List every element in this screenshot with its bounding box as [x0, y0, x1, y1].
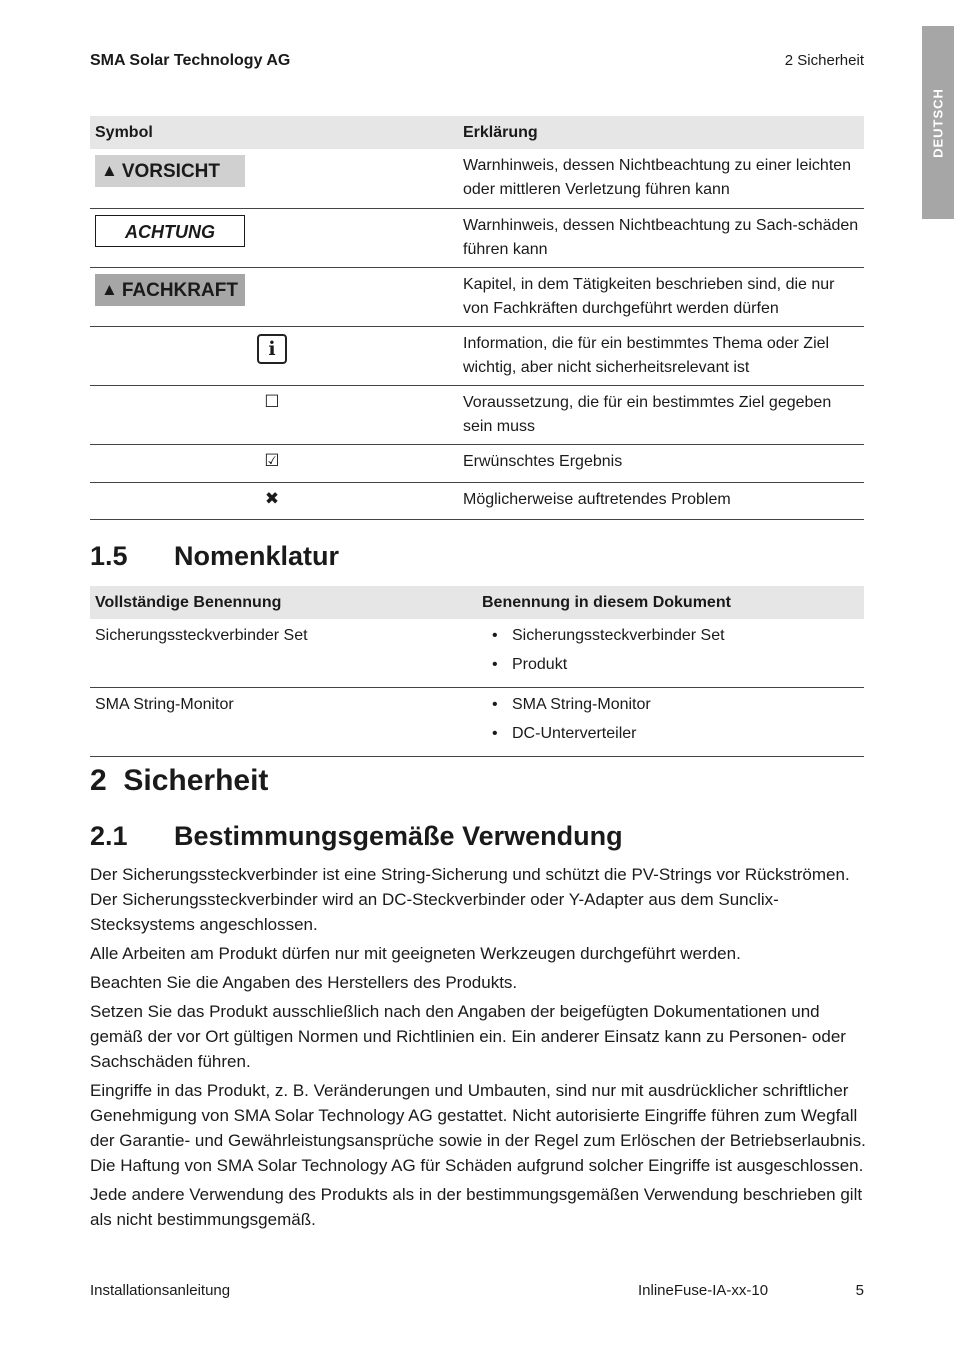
side-tab-label: DEUTSCH — [930, 87, 946, 158]
footer-doc-code: InlineFuse-IA-xx-10 — [638, 1282, 769, 1299]
col-explanation-header: Erklärung — [454, 116, 864, 149]
paragraph: Setzen Sie das Produkt ausschließlich nach den Angaben der beigefügten Dokumentationen und gemäß der vor Ort gültigen Normen und Richtlinien ein. Ein anderer Einsatz kann zu Personen- oder Sachschäden führen. — [90, 1002, 846, 1071]
symbol-cell — [90, 444, 454, 482]
table-row — [90, 619, 864, 688]
vorsicht-badge — [95, 155, 245, 187]
list-item: • SMA String-Monitor — [482, 693, 859, 717]
warning-triangle-icon: ▲ — [101, 279, 118, 299]
paragraph: Beachten Sie die Angaben des Herstellers des Produkts. — [90, 973, 518, 992]
symbol-cell — [90, 385, 454, 444]
table-row — [90, 688, 864, 757]
list-item: • Produkt — [482, 653, 859, 677]
vorsicht-label: VORSICHT — [121, 161, 221, 182]
symbol-table — [90, 116, 864, 520]
table-row — [90, 149, 864, 208]
fachkraft-badge — [95, 274, 245, 306]
doc-name-list — [482, 693, 859, 746]
explanation-cell: Information, die für ein bestimmtes Thema oder Ziel wichtig, aber nicht sicherheitsrelevant ist — [454, 326, 864, 385]
explanation-cell: Warnhinweis, dessen Nichtbeachtung zu Sach-schäden führen kann — [454, 208, 864, 267]
explanation-cell: Kapitel, in dem Tätigkeiten beschrieben sind, die nur von Fachkräften durchgeführt werden dürfen — [454, 267, 864, 326]
checked-checkbox-icon: ☑ — [264, 450, 280, 470]
table-row — [90, 444, 864, 482]
table-row — [90, 482, 864, 519]
achtung-badge — [95, 215, 245, 247]
section-number: 1.5 — [90, 541, 128, 571]
paragraph: Eingriffe in das Produkt, z. B. Veränderungen und Umbauten, sind nur mit ausdrücklicher schriftlicher Genehmigung von SMA Solar Technology AG gestattet. Nicht autorisierte Eingriffe führen zum Wegfall der Garantie- und Gewährleistungsansprüche sowie in der Regel zum Erlöschen der Betriebserlaubnis. Die Haftung von SMA Solar Technology AG für Schäden aufgrund solcher Eingriffe ist ausgeschlossen. — [90, 1081, 866, 1175]
explanation-cell: Warnhinweis, dessen Nichtbeachtung zu einer leichten oder mittleren Verletzung führen kann — [454, 149, 864, 208]
full-name-cell: Sicherungssteckverbinder Set — [90, 619, 477, 688]
explanation-cell: Erwünschtes Ergebnis — [454, 444, 864, 482]
doc-name-cell — [477, 619, 864, 688]
nomenclature-table-header — [90, 586, 864, 619]
section-heading-1-5 — [90, 541, 339, 572]
col-full-header: Vollständige Benennung — [90, 586, 477, 619]
table-row — [90, 267, 864, 326]
empty-checkbox-icon: ☐ — [264, 391, 280, 411]
language-side-tab — [922, 26, 954, 219]
fachkraft-label: FACHKRAFT — [121, 279, 238, 301]
explanation-cell: Voraussetzung, die für ein bestimmtes Ziel gegeben sein muss — [454, 385, 864, 444]
col-symbol-header: Symbol — [90, 116, 454, 149]
paragraph: Alle Arbeiten am Produkt dürfen nur mit geeigneten Werkzeugen durchgeführt werden. — [90, 944, 741, 963]
header-company: SMA Solar Technology AG — [90, 52, 291, 69]
footer-doc-type: Installationsanleitung — [90, 1282, 231, 1299]
table-row — [90, 208, 864, 267]
symbol-cell — [90, 208, 454, 267]
col-doc-header: Benennung in diesem Dokument — [477, 586, 864, 619]
symbol-cell — [90, 326, 454, 385]
footer-page-number: 5 — [855, 1282, 864, 1299]
symbol-table-header — [90, 116, 864, 149]
info-icon: i — [257, 334, 287, 364]
warning-triangle-icon: ▲ — [101, 161, 118, 180]
list-item: • DC-Unterverteiler — [482, 722, 859, 746]
section-body — [90, 862, 866, 1236]
nomenclature-table — [90, 586, 864, 757]
section-number: 2.1 — [90, 821, 128, 851]
achtung-label: ACHTUNG — [125, 221, 215, 242]
cross-icon: ✖ — [264, 488, 280, 508]
explanation-cell: Möglicherweise auftretendes Problem — [454, 482, 864, 519]
chapter-number: 2 — [90, 764, 107, 797]
chapter-title: Sicherheit — [123, 764, 269, 797]
section-heading-2-1 — [90, 821, 623, 852]
table-row — [90, 385, 864, 444]
section-title: Nomenklatur — [174, 541, 340, 571]
header-chapter: 2 Sicherheit — [784, 52, 864, 69]
full-name-cell: SMA String-Monitor — [90, 688, 477, 757]
symbol-cell — [90, 149, 454, 208]
section-title: Bestimmungsgemäße Verwendung — [174, 821, 623, 851]
list-item: • Sicherungssteckverbinder Set — [482, 624, 859, 648]
symbol-cell — [90, 267, 454, 326]
paragraph: Jede andere Verwendung des Produkts als in der bestimmungsgemäßen Verwendung beschrieben gilt als nicht bestimmungsgemäß. — [90, 1185, 863, 1229]
symbol-cell — [90, 482, 454, 519]
doc-name-list — [482, 624, 859, 677]
chapter-heading-2 — [90, 764, 268, 798]
paragraph: Der Sicherungssteckverbinder ist eine String-Sicherung und schützt die PV-Strings vor Rückströmen. Der Sicherungssteckverbinder wird an DC-Steckverbinder oder Y-Adapter aus dem Sunclix-Stecksystems angeschlossen. — [90, 865, 850, 934]
doc-name-cell — [477, 688, 864, 757]
table-row — [90, 326, 864, 385]
